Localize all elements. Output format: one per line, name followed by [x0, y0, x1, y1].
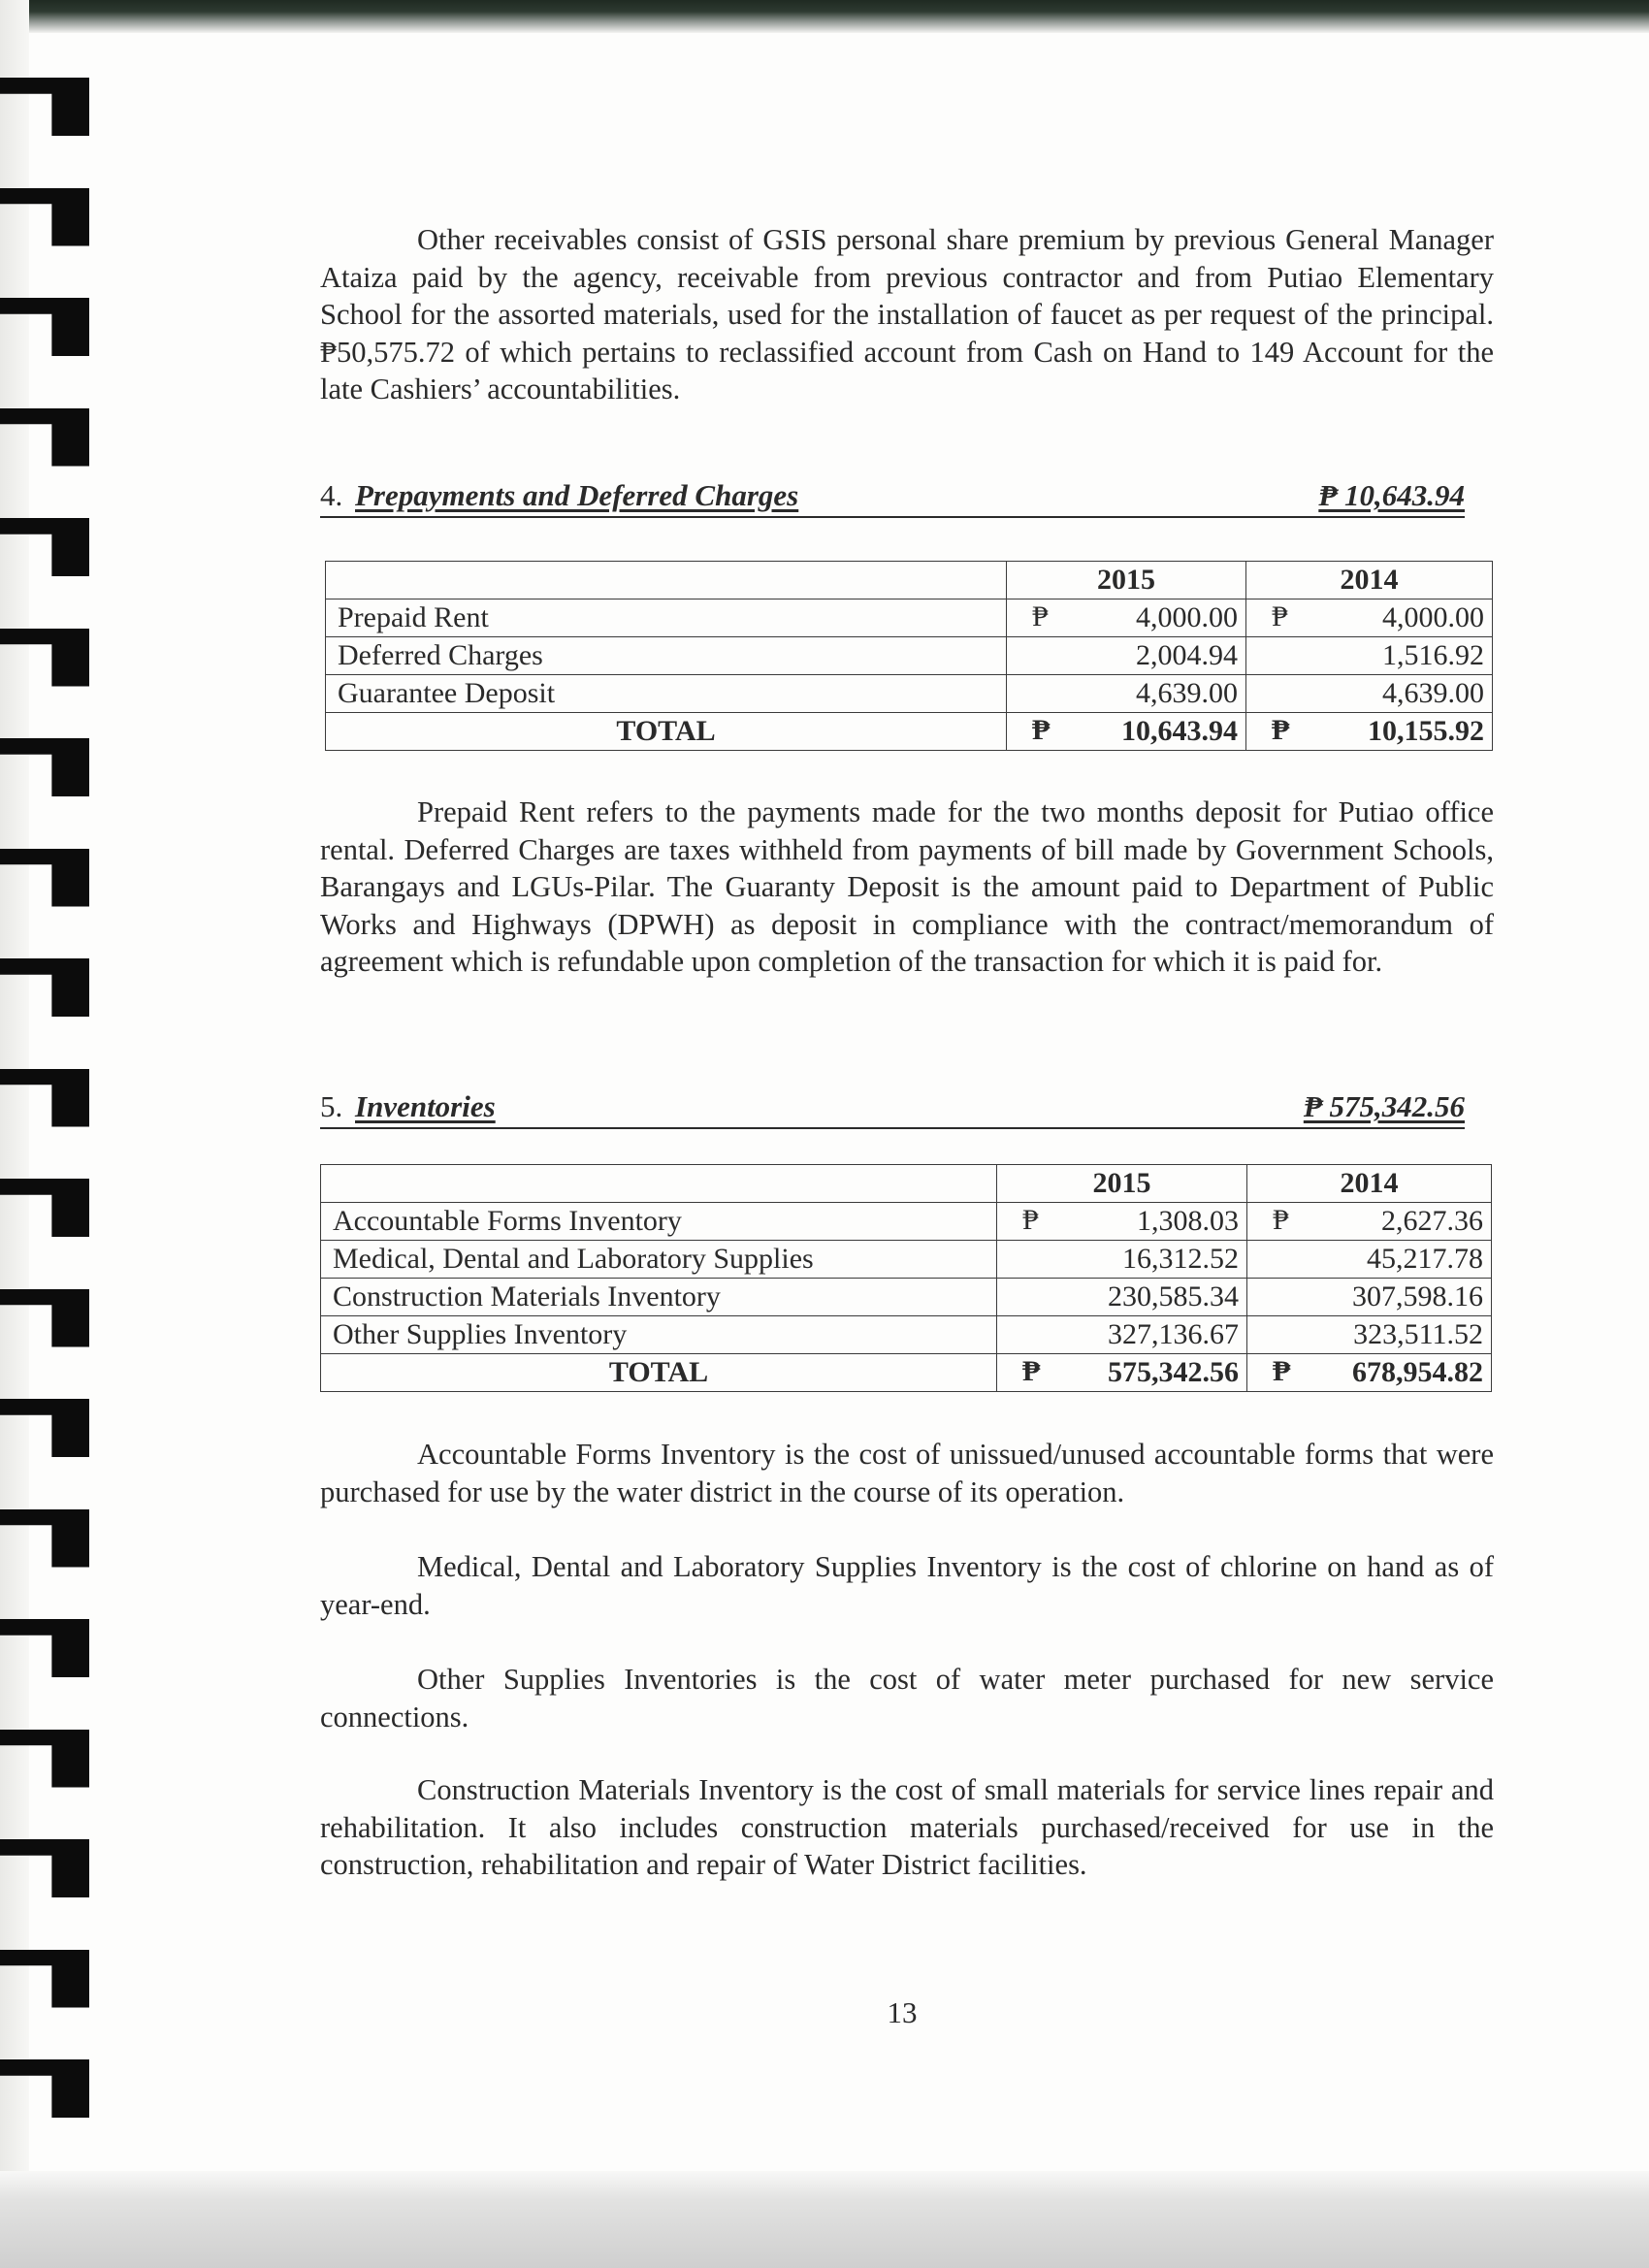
prepayments-table [325, 561, 1493, 751]
table-header-row [326, 562, 1493, 599]
peso-sign: ₱ [1273, 1204, 1289, 1236]
table-row [321, 1316, 1492, 1354]
value-2015: 230,585.34 [1108, 1280, 1239, 1312]
table-total-row [321, 1354, 1492, 1392]
year-2015-header: 2015 [1007, 562, 1246, 599]
scan-bottom-edge [0, 2171, 1649, 2268]
medical-supplies-paragraph: Medical, Dental and Laboratory Supplies Inventory is the cost of chlorine on hand as of year-end. [320, 1550, 1494, 1621]
row-label: Prepaid Rent [326, 599, 1007, 637]
total-2015: 575,342.56 [1108, 1356, 1239, 1388]
total-2014: 10,155.92 [1368, 715, 1484, 747]
table-row [321, 1279, 1492, 1316]
peso-sign: ₱ [1032, 714, 1051, 746]
section-5-number: 5. [320, 1089, 343, 1123]
page-number: 13 [887, 1995, 918, 2029]
value-2014: 4,639.00 [1382, 677, 1484, 709]
prepayments-paragraph: Prepaid Rent refers to the payments made for the two months deposit for Putiao office rental. Deferred Charges are taxes withheld from payments of bill made by Government Schools, Barangays and LGUs-Pilar. The Guaranty Deposit is the amount paid to Department of Public Works and Highways (DPWH) as deposit in compliance with the contract/memorandum of agreement which is refundable upon completion of the transaction for which it is paid for. [320, 795, 1494, 978]
year-2015-header: 2015 [997, 1165, 1247, 1203]
table-total-row [326, 713, 1493, 751]
peso-sign: ₱ [1022, 1204, 1039, 1236]
section-4-number: 4. [320, 478, 343, 512]
value-2014: 45,217.78 [1367, 1243, 1483, 1275]
total-label: TOTAL [321, 1354, 997, 1392]
section-4-title: Prepayments and Deferred Charges [355, 478, 799, 512]
scan-left-edge [0, 0, 29, 2268]
table-row [326, 675, 1493, 713]
construction-materials-paragraph: Construction Materials Inventory is the cost of small materials for service lines repair and rehabilitation. It also includes construction materials purchased/received for use in the construction, rehabilitation and repair of Water District facilities. [320, 1773, 1494, 1881]
section-5-heading [320, 1086, 1465, 1129]
year-2014-header: 2014 [1247, 1165, 1492, 1203]
intro-paragraph: Other receivables consist of GSIS personal share premium by previous General Manager Ataiza paid by the agency, receivable from previous contractor and from Putiao Elementary School for the assorted materials, used for the installation of faucet as per request of the principal. ₱50,575.72 of which pertains to reclassified account from Cash on Hand to 149 Account for the late Cashiers’ accountabilities. [320, 223, 1494, 405]
peso-sign: ₱ [1022, 1355, 1041, 1387]
row-label: Construction Materials Inventory [321, 1279, 997, 1316]
table-row [326, 599, 1493, 637]
value-2014: 1,516.92 [1382, 639, 1484, 671]
peso-sign: ₱ [1272, 600, 1288, 632]
total-label: TOTAL [326, 713, 1007, 751]
value-2015: 4,639.00 [1136, 677, 1238, 709]
section-4-amount: ₱ 10,643.94 [1318, 478, 1465, 512]
row-label: Other Supplies Inventory [321, 1316, 997, 1354]
peso-sign: ₱ [1273, 1355, 1291, 1387]
value-2015: 4,000.00 [1136, 601, 1238, 633]
value-2014: 2,627.36 [1381, 1205, 1483, 1237]
table-row [321, 1203, 1492, 1241]
other-supplies-paragraph: Other Supplies Inventories is the cost of water meter purchased for new service connections. [320, 1663, 1494, 1733]
scan-top-edge [0, 0, 1649, 33]
section-4-heading [320, 475, 1465, 518]
value-2015: 16,312.52 [1122, 1243, 1239, 1275]
total-2015: 10,643.94 [1121, 715, 1238, 747]
header-blank [321, 1165, 997, 1203]
inventories-table [320, 1164, 1492, 1392]
value-2015: 1,308.03 [1137, 1205, 1239, 1237]
table-row [321, 1241, 1492, 1279]
row-label: Medical, Dental and Laboratory Supplies [321, 1241, 997, 1279]
peso-sign: ₱ [1032, 600, 1049, 632]
row-label: Guarantee Deposit [326, 675, 1007, 713]
table-header-row [321, 1165, 1492, 1203]
year-2014-header: 2014 [1246, 562, 1493, 599]
peso-sign: ₱ [1272, 714, 1290, 746]
accountable-forms-paragraph: Accountable Forms Inventory is the cost of unissued/unused accountable forms that were purchased for use by the water district in the course of its operation. [320, 1438, 1494, 1508]
section-5-title: Inventories [355, 1089, 496, 1123]
section-5-amount: ₱ 575,342.56 [1303, 1089, 1465, 1123]
row-label: Deferred Charges [326, 637, 1007, 675]
value-2015: 2,004.94 [1136, 639, 1238, 671]
header-blank [326, 562, 1007, 599]
table-row [326, 637, 1493, 675]
value-2014: 4,000.00 [1382, 601, 1484, 633]
value-2014: 307,598.16 [1352, 1280, 1483, 1312]
value-2014: 323,511.52 [1353, 1318, 1483, 1350]
row-label: Accountable Forms Inventory [321, 1203, 997, 1241]
total-2014: 678,954.82 [1352, 1356, 1483, 1388]
value-2015: 327,136.67 [1108, 1318, 1239, 1350]
